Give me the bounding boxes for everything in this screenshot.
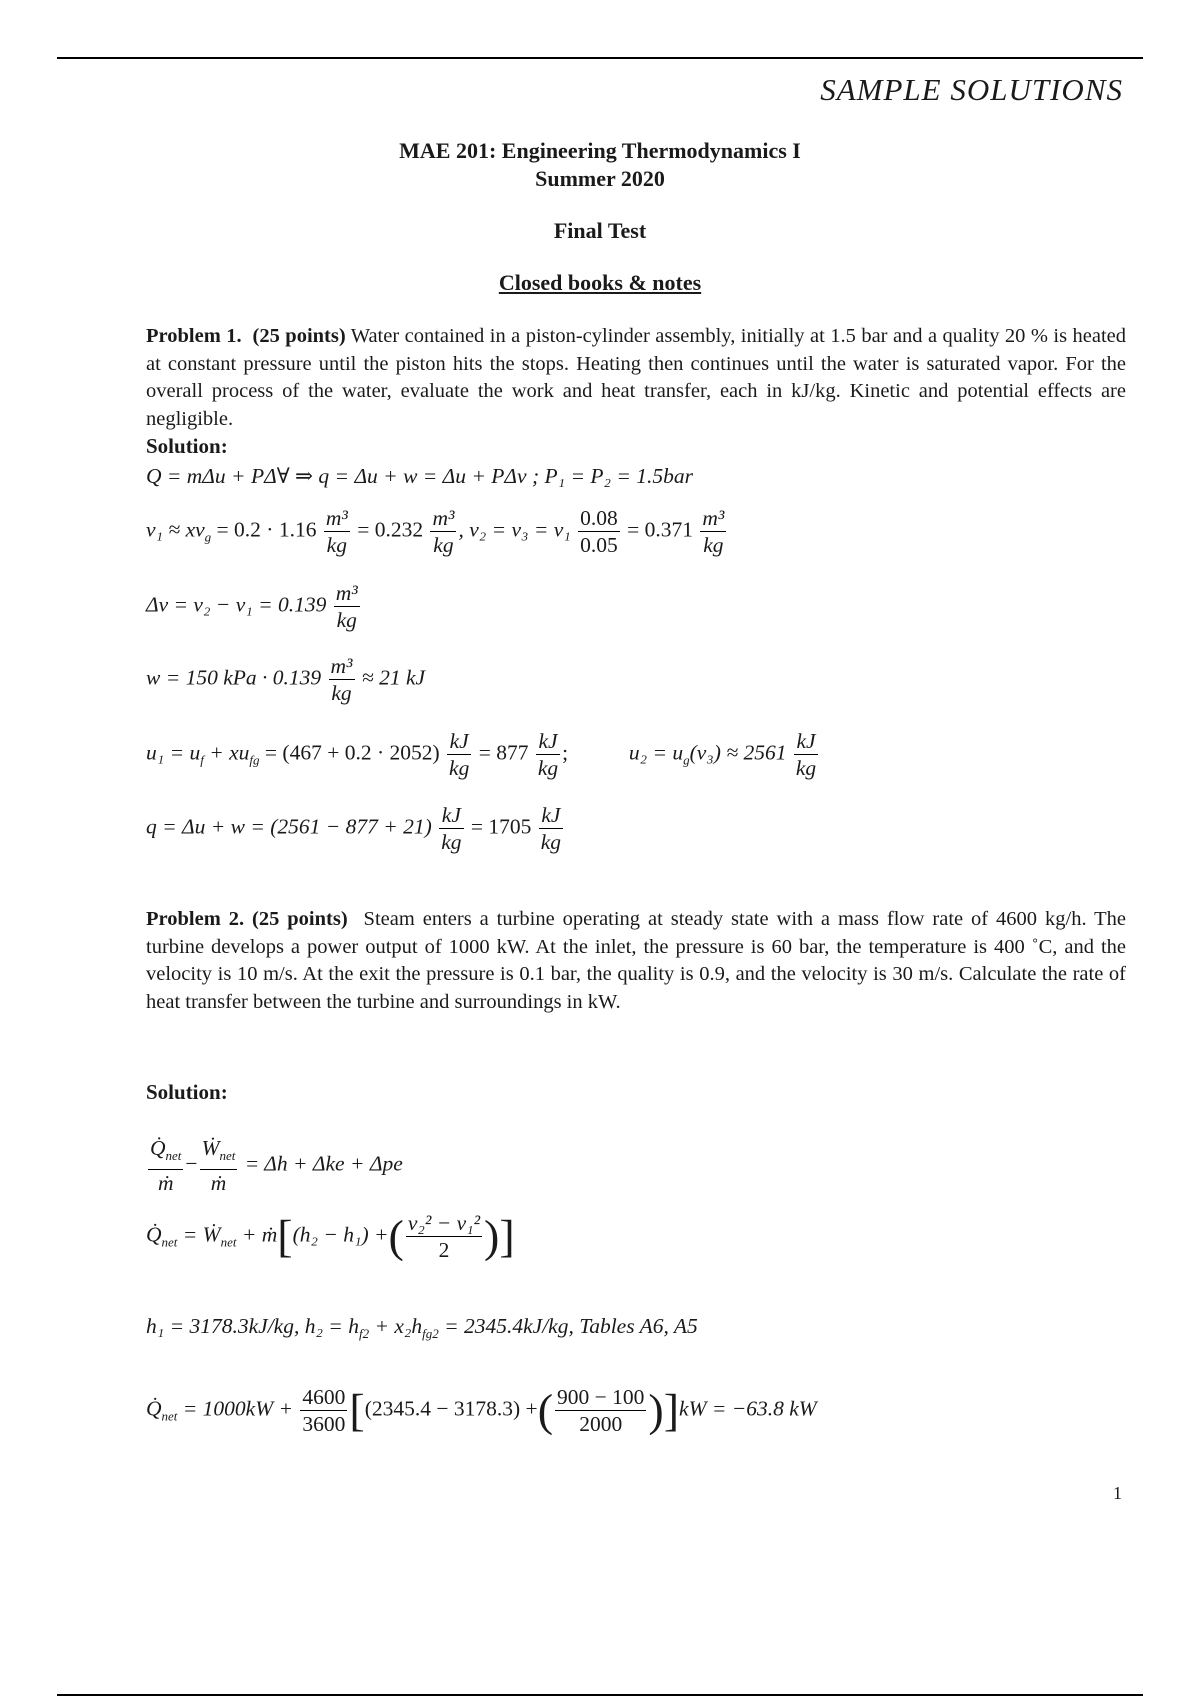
p1-unit-frac-5 <box>329 653 355 706</box>
p2-flow-den: 3600 <box>302 1412 346 1436</box>
p1-delta-v: Δv = v₂ − v₁ = 0.139 <box>146 592 327 617</box>
p2-ke-frac <box>406 1210 482 1263</box>
p2-eq-energy-balance: $\frac{Q̇_{net}}{\text{ṁ}}$ − $\frac{Ẇ_{net}}{\text{ṁ}}$ = Δh + Δke + Δpe <box>150 1136 403 1195</box>
p1-eq-work <box>146 653 425 706</box>
p1-eq-delta-v <box>146 580 362 633</box>
p1-ratio-den: 0.05 <box>580 533 618 557</box>
p1-eq-energy: Q = mΔu + PΔ∀ ⇒ q = Δu + w = Δu + PΔv ; P₁ = P₂ = 1.5bar <box>146 464 693 488</box>
p2-result-lhs: = 1000kW + <box>177 1396 294 1421</box>
problem-1-label: Problem 1. <box>146 325 242 347</box>
p1-eq-specific-volume: $v_1 \approx xv_g = 0.2 \cdot 1.16$ $\frac{\text{m³}}{kg}$ = 0.232 $\frac{\text{m³}}{kg}$ , v₂ = v₃ = v₁ $\frac{0.08}{0.05}$ = 0.371 $\frac{\text{m³}}{kg}$ <box>146 506 725 557</box>
p2-result-mid: (2345.4 − 3178.3) + <box>364 1396 538 1421</box>
p2-enthalpy-diff: (h₂ − h₁) + <box>292 1222 389 1247</box>
p2-ke-num: v₂² − v₁² <box>407 1211 481 1235</box>
p2-result-rhs: kW = −63.8 kW <box>679 1396 817 1421</box>
p1-v1: v₁ ≈ xv <box>146 517 205 542</box>
closed-books-notice: Closed books & notes <box>498 270 702 295</box>
unit-m3: m³ <box>325 506 348 530</box>
unit-kg: kg <box>336 608 357 632</box>
unit-kg: kg <box>331 681 352 705</box>
problem-1-text: Water contained in a piston-cylinder assembly, initially at 1.5 bar and a quality 20 % is heated at constant pressure until the piston hits the stops. Heating then continues until the water is saturated vapor. For the overall process of the water, evaluate the work and heat transfer, each in kJ/kg. Kinetic and potential effects are negligible. <box>146 325 1126 430</box>
unit-kg: kg <box>703 533 724 557</box>
unit-kj: kJ <box>538 729 558 753</box>
p1-unit-frac-9 <box>439 802 463 855</box>
p2-h2-xh: + x₂h <box>369 1314 423 1338</box>
problem-2-solution-label: Solution: <box>146 1080 228 1104</box>
p2-mdot-term: + ṁ <box>236 1222 278 1247</box>
p2-eq-enthalpies: h₁ = 3178.3kJ/kg, $h_2 = h_{f2} + x_2h_{fg2} = 2345.4kJ/kg$, Tables A6, A5 <box>146 1314 698 1341</box>
p1-semicolon: ; <box>562 740 569 765</box>
p1-work: w = 150 kPa · 0.139 <box>146 665 322 690</box>
p1-v2: , v₂ = v₃ = v₁ <box>458 517 571 542</box>
p1-u1-xu: + xu <box>203 740 250 765</box>
p1-u1: u₁ = u <box>146 740 201 765</box>
p1-unit-frac-6 <box>447 728 471 781</box>
p2-qdot: Q̇ <box>150 1136 166 1160</box>
problem-2-text: Steam enters a turbine operating at steady state with a mass flow rate of 4600 kg/h. The turbine develops a power output of 1000 kW. At the inlet, the pressure is 60 bar, the temperature is 400 ˚C, and the velocity is 10 m/s. At the exit the pressure is 0.1 bar, the quality is 0.9, and the velocity is 30 m/s. Calculate the rate of heat transfer between the turbine and surroundings in kW. <box>146 908 1127 1013</box>
unit-kj: kJ <box>796 729 816 753</box>
page-number: 1 <box>1113 1483 1122 1503</box>
unit-m3: m³ <box>432 506 455 530</box>
unit-m3: m³ <box>330 654 353 678</box>
p1-unit-frac-4 <box>334 580 360 633</box>
p2-wdot-term: = Ẇ <box>177 1222 221 1247</box>
p2-wdot: Ẇ <box>201 1136 220 1160</box>
p1-u2-result: (v₃) ≈ 2561 <box>689 740 787 765</box>
problem-2-statement <box>146 906 1126 1016</box>
problem-1-points: (25 points) <box>252 325 346 347</box>
sub-net: net <box>161 1408 178 1424</box>
p2-eq-result: $Q̇_{net} = 1000kW$ + $\frac{4600}{3600}$ [(2345.4 − 3178.3) +( $\frac{900 - 100}{2000}$ )]kW = −63.8 kW <box>146 1384 817 1436</box>
p2-flow-frac <box>300 1384 347 1437</box>
bottom-rule <box>57 1694 1143 1696</box>
p1-work-result: ≈ 21 kJ <box>356 665 426 690</box>
problem-1-statement <box>146 323 1126 433</box>
problem-1-solution-label: Solution: <box>146 434 228 458</box>
p1-ratio-num: 0.08 <box>580 506 618 530</box>
sub-net: net <box>219 1148 236 1163</box>
unit-kg: kg <box>449 756 470 780</box>
unit-kj: kJ <box>441 803 461 827</box>
p2-h-values: h₁ = 3178.3kJ/kg, h₂ = h <box>146 1314 359 1338</box>
p2-qdot: Q̇ <box>146 1396 162 1421</box>
p1-heat-result: = 1705 <box>465 814 532 839</box>
problem-2-label: Problem 2. (25 points) <box>146 908 348 930</box>
p1-v2-result: = 0.371 <box>621 517 694 542</box>
p2-ke-value-den: 2000 <box>579 1412 623 1436</box>
p1-heat: q = Δu + w = (2561 − 877 + 21) <box>146 814 432 839</box>
p2-mdot: ṁ <box>210 1171 227 1195</box>
unit-kg: kg <box>537 756 559 780</box>
p1-u1-calc: = (467 + 0.2 · 2052) <box>259 740 440 765</box>
p2-qdot: Q̇ <box>146 1222 162 1247</box>
p2-h2-result: = 2345.4kJ/kg, Tables A6, A5 <box>438 1314 698 1338</box>
p1-v1-calc: = 0.2 · 1.16 <box>211 517 317 542</box>
p2-eq1-rhs: = Δh + Δke + Δpe <box>239 1151 403 1176</box>
unit-m3: m³ <box>335 581 358 605</box>
p1-unit-frac-10 <box>539 802 563 855</box>
p2-ke-value-num: 900 − 100 <box>557 1385 645 1409</box>
p2-q-frac <box>148 1135 183 1196</box>
p1-unit-frac-8 <box>794 728 818 781</box>
sub-net: net <box>165 1148 182 1163</box>
p1-unit-frac-1 <box>324 505 350 558</box>
term: Summer 2020 <box>535 166 665 191</box>
rules-line <box>0 270 1200 296</box>
p1-eq-internal-energy: $u_1 = u_f + xu_{fg} = (467 + 0.2 \cdot 2052)$ $\frac{kJ}{kg}$ = 877 $\frac{kJ}{kg}$ ; $u_2 = u_g(v_3) \approx 2561$ $\frac{kJ}{kg}$ <box>146 729 817 780</box>
p1-u2: u₂ = u <box>628 740 684 765</box>
unit-m3: m³ <box>702 506 725 530</box>
unit-kg: kg <box>441 830 462 854</box>
unit-kj: kJ <box>541 803 561 827</box>
sub-net: net <box>161 1234 178 1250</box>
p1-eq-heat <box>146 802 565 855</box>
p2-ke-num-frac <box>555 1384 646 1437</box>
p1-unit-frac-3 <box>700 505 726 558</box>
unit-kg: kg <box>433 533 454 557</box>
p2-mdot: ṁ <box>157 1171 174 1195</box>
unit-kg: kg <box>795 756 817 780</box>
p1-ratio-frac <box>578 505 620 558</box>
unit-kg: kg <box>326 533 347 557</box>
p1-u1-result: = 877 <box>473 740 529 765</box>
p1-unit-frac-2 <box>430 505 456 558</box>
p2-w-frac <box>200 1135 238 1196</box>
top-rule <box>57 57 1143 59</box>
sub-net: net <box>220 1234 237 1250</box>
unit-kg: kg <box>540 830 562 854</box>
unit-kj: kJ <box>449 729 469 753</box>
test-name: Final Test <box>553 218 647 243</box>
p1-v1-result: = 0.232 <box>351 517 424 542</box>
p1-unit-frac-7 <box>536 728 560 781</box>
sample-solutions-heading: SAMPLE SOLUTIONS <box>820 72 1123 107</box>
p2-ke-den: 2 <box>438 1238 450 1262</box>
course-title: MAE 201: Engineering Thermodynamics I <box>399 138 801 163</box>
p2-eq-qdot: $Q̇_{net}$ = Ẇ$_{net}$ + ṁ[(h₂ − h₁) +( $\frac{\text{v₂² − v₁²}}{2}$ )] <box>146 1210 515 1262</box>
p2-flow-num: 4600 <box>302 1385 346 1409</box>
